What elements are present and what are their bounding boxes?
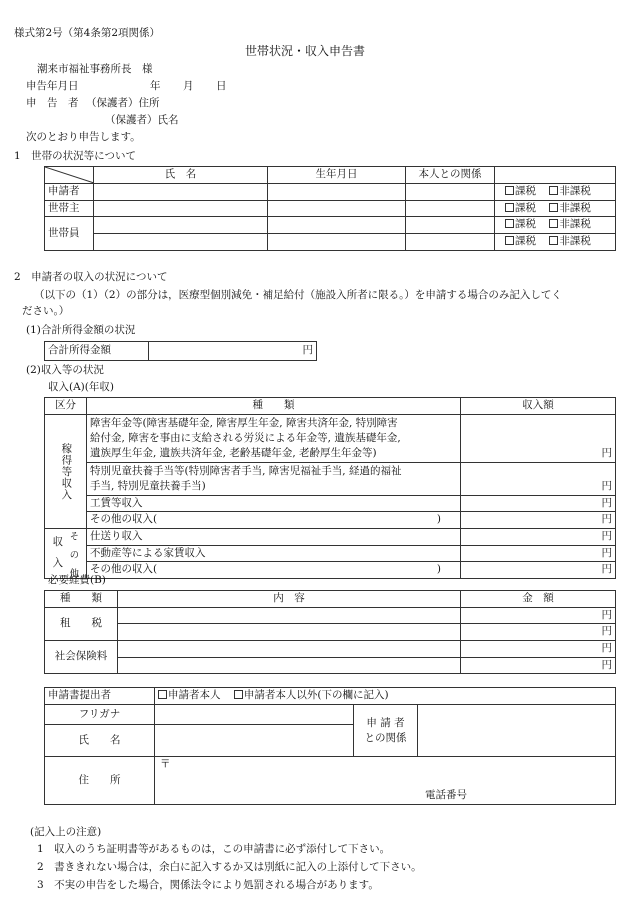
tax-checkbox[interactable] bbox=[505, 236, 514, 245]
submitter-name-field[interactable] bbox=[155, 725, 354, 757]
declarant-label: 申 告 者 bbox=[26, 97, 79, 109]
allowance-amount-field[interactable] bbox=[461, 462, 616, 495]
total-income-table bbox=[44, 341, 317, 361]
expense-b-label: 必要経費(B) bbox=[48, 574, 106, 586]
member1-birth-field[interactable] bbox=[268, 217, 406, 234]
header-birthdate: 生年月日 bbox=[268, 167, 406, 184]
yen-unit: 円 bbox=[601, 608, 612, 621]
insurance-amount-field-2[interactable] bbox=[461, 657, 616, 674]
nontax-checkbox[interactable] bbox=[549, 203, 558, 212]
submitter-label: 申請書提出者 bbox=[45, 688, 155, 705]
applicant-name-field[interactable] bbox=[94, 184, 268, 201]
yen-unit: 円 bbox=[601, 546, 612, 559]
category-earned-income bbox=[45, 414, 87, 528]
guardian-name-label: （保護者）氏名 bbox=[105, 114, 179, 126]
other-income-row bbox=[87, 562, 461, 579]
tax-amount-field-1[interactable] bbox=[461, 607, 616, 624]
nontax-checkbox[interactable] bbox=[549, 186, 558, 195]
pension-text-line1: 障害年金等(障害基礎年金, 障害厚生年金, 障害共済年金, 特別障害 bbox=[90, 416, 398, 429]
row-label-applicant: 申請者 bbox=[45, 184, 94, 201]
other-amount-field[interactable] bbox=[461, 562, 616, 579]
member1-tax-status bbox=[495, 217, 616, 234]
close-paren: ) bbox=[436, 563, 441, 576]
pension-text-line2: 給付金, 障害を事由に支給される労災による年金等, 遺族基礎年金, bbox=[90, 431, 401, 444]
date-month: 月 bbox=[183, 80, 194, 92]
remittance-label: 仕送り収入 bbox=[87, 528, 461, 545]
yen-unit: 円 bbox=[601, 529, 612, 542]
tax-content-field-2[interactable] bbox=[118, 624, 461, 641]
note-2: 2 書ききれない場合は，余白に記入するか又は別紙に記入の上添付して下さい。 bbox=[37, 861, 422, 873]
other-option-label: 申請者本人以外(下の欄に記入) bbox=[243, 689, 389, 702]
total-income-field[interactable] bbox=[149, 342, 317, 361]
relation-field[interactable] bbox=[418, 705, 616, 757]
submitter-name-label: 氏 名 bbox=[45, 725, 155, 757]
insurance-content-field-1[interactable] bbox=[118, 640, 461, 657]
header-expense-type: 種 類 bbox=[45, 591, 118, 608]
guardian-address-label: （保護者）住所 bbox=[86, 97, 160, 109]
intro-text: 次のとおり申告します。 bbox=[26, 131, 141, 143]
rent-income-label: 不動産等による家賃収入 bbox=[87, 545, 461, 562]
member1-relation-field[interactable] bbox=[406, 217, 495, 234]
member1-name-field[interactable] bbox=[94, 217, 268, 234]
furigana-label: フリガナ bbox=[45, 705, 155, 725]
close-paren: ) bbox=[436, 513, 441, 526]
section2-title: 2 申請者の収入の状況について bbox=[14, 271, 168, 283]
row-label-head: 世帯主 bbox=[45, 200, 94, 217]
section2-note-line1: （以下の（1）（2）の部分は，医療型個別減免・補足給付（施設入所者に限る。）を申請する場合のみ記入してく bbox=[34, 289, 562, 301]
yen-unit: 円 bbox=[601, 563, 612, 576]
insurance-amount-field-1[interactable] bbox=[461, 640, 616, 657]
member2-tax-status bbox=[495, 233, 616, 250]
tax-label: 課税 bbox=[515, 201, 536, 214]
head-tax-status bbox=[495, 200, 616, 217]
header-tax-blank bbox=[495, 167, 616, 184]
head-relation-field[interactable] bbox=[406, 200, 495, 217]
head-birth-field[interactable] bbox=[268, 200, 406, 217]
insurance-content-field-2[interactable] bbox=[118, 657, 461, 674]
notes-title: (記入上の注意) bbox=[30, 826, 102, 838]
applicant-tax-status bbox=[495, 184, 616, 201]
pension-text-line3: 遺族厚生年金, 遺族共済年金, 老齢基礎年金, 老齢厚生年金等) bbox=[90, 446, 377, 459]
postal-mark: 〒 bbox=[160, 758, 171, 770]
page-title: 世帯状況・収入申告書 bbox=[245, 44, 366, 58]
member2-relation-field[interactable] bbox=[406, 233, 495, 250]
yen-unit: 円 bbox=[601, 641, 612, 654]
remittance-amount-field[interactable] bbox=[461, 528, 616, 545]
yen-unit: 円 bbox=[601, 480, 612, 492]
nontax-label: 非課税 bbox=[559, 201, 591, 214]
wage-income-label: 工賃等収入 bbox=[87, 495, 461, 512]
member2-name-field[interactable] bbox=[94, 233, 268, 250]
nontax-checkbox[interactable] bbox=[549, 236, 558, 245]
header-relation: 本人との関係 bbox=[406, 167, 495, 184]
form-number: 様式第2号（第4条第2項関係） bbox=[14, 27, 161, 39]
nontax-label: 非課税 bbox=[559, 234, 591, 247]
date-label: 申告年月日 bbox=[26, 80, 79, 92]
nontax-checkbox[interactable] bbox=[549, 219, 558, 228]
expense-table bbox=[44, 590, 616, 674]
tax-checkbox[interactable] bbox=[505, 203, 514, 212]
header-amount: 収入額 bbox=[461, 398, 616, 415]
applicant-birth-field[interactable] bbox=[268, 184, 406, 201]
earned-other-amount-field[interactable] bbox=[461, 512, 616, 529]
relation-label-line1: 申 請 者 bbox=[366, 716, 405, 729]
tax-amount-field-2[interactable] bbox=[461, 624, 616, 641]
nontax-label: 非課税 bbox=[559, 218, 591, 231]
yen-unit: 円 bbox=[601, 625, 612, 638]
submitter-table bbox=[44, 687, 616, 805]
member2-birth-field[interactable] bbox=[268, 233, 406, 250]
income-status-subtitle: (2)収入等の状況 bbox=[26, 364, 104, 376]
insurance-row-label: 社会保険料 bbox=[45, 640, 118, 673]
allowance-text-line2: 手当, 特別児童扶養手当) bbox=[90, 479, 206, 492]
relation-label-line2: との関係 bbox=[364, 731, 407, 744]
header-expense-content: 内 容 bbox=[118, 591, 461, 608]
income-a-label: 収入(A)(年収) bbox=[48, 381, 114, 393]
header-kind: 種 類 bbox=[87, 398, 461, 415]
yen-unit: 円 bbox=[601, 658, 612, 671]
diagonal-header-cell bbox=[45, 167, 94, 184]
self-option-label: 申請者本人 bbox=[168, 689, 221, 702]
income-table bbox=[44, 397, 616, 579]
note-3: 3 不実の申告をした場合，関係法令により処罰される場合があります。 bbox=[37, 879, 379, 891]
earned-other-income-row bbox=[87, 512, 461, 529]
household-table bbox=[44, 166, 616, 251]
section2-note-line2: ださい。） bbox=[22, 305, 70, 317]
submitter-address-label: 住 所 bbox=[45, 757, 155, 805]
applicant-relation-field[interactable] bbox=[406, 184, 495, 201]
note-1: 1 収入のうち証明書等があるものは，この申請書に必ず添付して下さい。 bbox=[37, 843, 391, 855]
header-category: 区分 bbox=[45, 398, 87, 415]
other-checkbox[interactable] bbox=[234, 690, 243, 699]
category-other-label: そ の 他 bbox=[67, 530, 79, 577]
allowance-row bbox=[87, 462, 461, 495]
total-income-label: 合計所得金額 bbox=[45, 342, 149, 361]
tax-label: 課税 bbox=[515, 234, 536, 247]
pension-amount-field[interactable] bbox=[461, 414, 616, 462]
submitter-options bbox=[155, 688, 616, 705]
head-name-field[interactable] bbox=[94, 200, 268, 217]
submitter-address-field[interactable] bbox=[155, 757, 616, 805]
header-name: 氏 名 bbox=[94, 167, 268, 184]
category-other-char-a: 収 bbox=[52, 536, 64, 549]
tax-label: 課税 bbox=[515, 185, 536, 197]
earned-other-income-label: その他の収入( bbox=[90, 513, 158, 526]
tax-row-label: 租 税 bbox=[45, 607, 118, 640]
phone-label: 電話番号 bbox=[425, 789, 467, 801]
total-income-subtitle: (1)合計所得金額の状況 bbox=[26, 324, 136, 336]
yen-unit: 円 bbox=[302, 344, 313, 357]
tax-content-field-1[interactable] bbox=[118, 607, 461, 624]
tax-checkbox[interactable] bbox=[505, 186, 514, 195]
date-day: 日 bbox=[216, 80, 227, 92]
section1-title: 1 世帯の状況等について bbox=[14, 150, 136, 162]
category-other-char-b: 入 bbox=[52, 556, 64, 569]
relation-label bbox=[354, 705, 418, 757]
rent-amount-field[interactable] bbox=[461, 545, 616, 562]
addressee: 潮来市福祉事務所長 様 bbox=[37, 63, 153, 75]
self-checkbox[interactable] bbox=[158, 690, 167, 699]
furigana-field[interactable] bbox=[155, 705, 354, 725]
other-income-label: その他の収入( bbox=[90, 563, 158, 576]
yen-unit: 円 bbox=[601, 496, 612, 509]
nontax-label: 非課税 bbox=[559, 185, 591, 197]
wage-amount-field[interactable] bbox=[461, 495, 616, 512]
yen-unit: 円 bbox=[601, 513, 612, 526]
row-label-member: 世帯員 bbox=[45, 217, 94, 250]
date-year: 年 bbox=[150, 80, 161, 92]
pension-row bbox=[87, 414, 461, 462]
tax-checkbox[interactable] bbox=[505, 219, 514, 228]
category-earned-label: 稼得等収入 bbox=[60, 442, 73, 501]
allowance-text-line1: 特別児童扶養手当等(特別障害者手当, 障害児福祉手当, 経過的福祉 bbox=[90, 464, 402, 477]
yen-unit: 円 bbox=[601, 447, 612, 459]
header-expense-amount: 金 額 bbox=[461, 591, 616, 608]
tax-label: 課税 bbox=[515, 218, 536, 231]
category-other-income bbox=[45, 528, 87, 578]
